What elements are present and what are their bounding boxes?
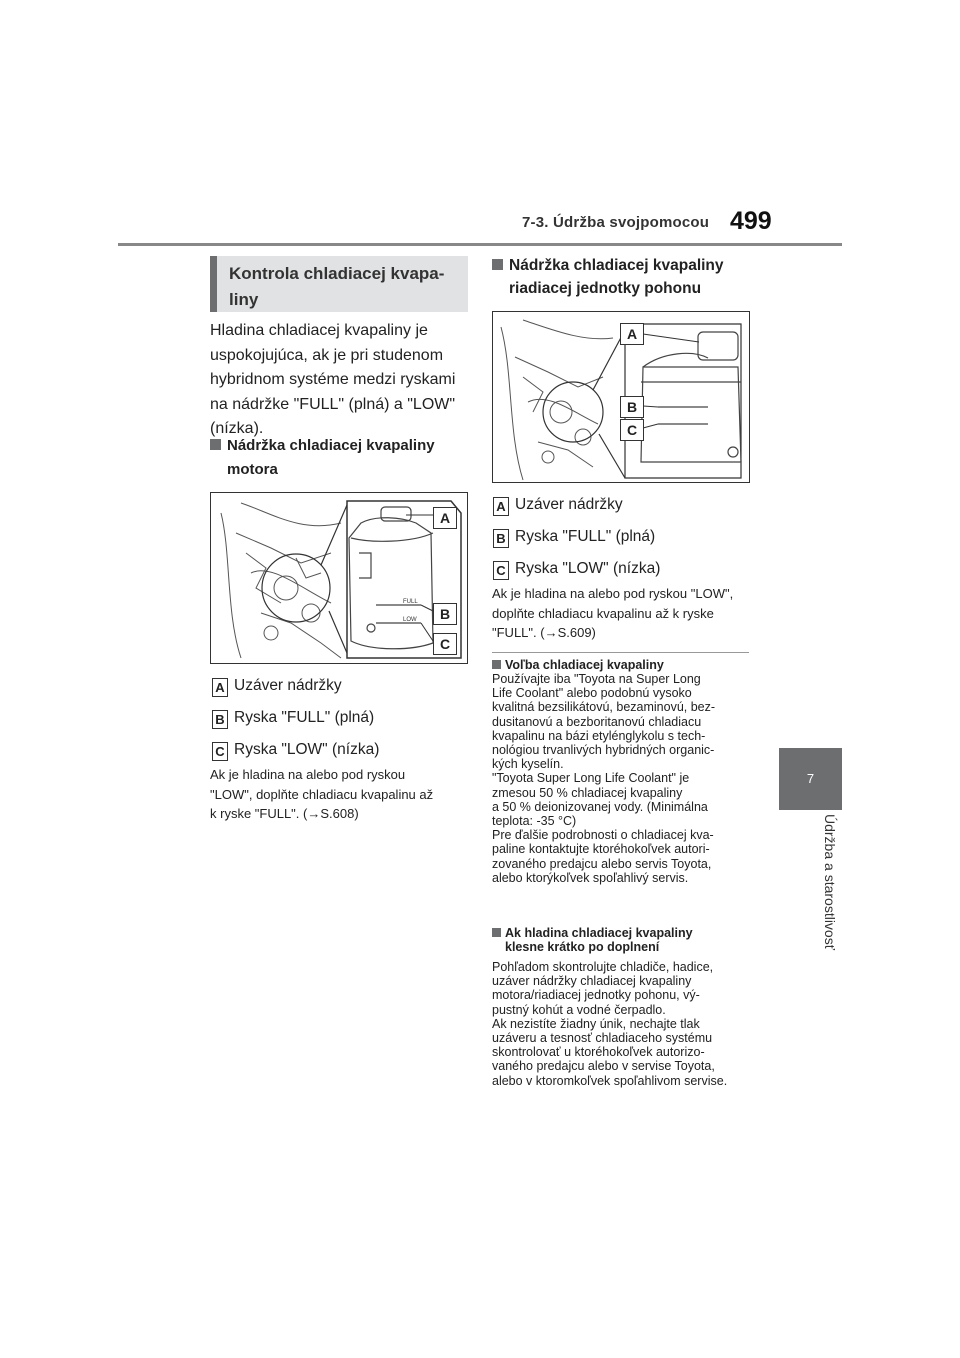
drive-unit-coolant-figure xyxy=(492,311,750,483)
section-divider xyxy=(492,652,749,653)
note-line: doplňte chladiacu kvapalinu až k ryske xyxy=(492,605,714,621)
info-line: teplota: -35 °C) xyxy=(492,814,577,829)
info-line: kých kyselín. xyxy=(492,757,564,772)
section-header: 7-3. Údržba svojpomocou xyxy=(522,214,710,231)
subheading-text: riadiacej jednotky pohonu xyxy=(509,280,702,297)
label-letter: A xyxy=(493,497,509,516)
callout-a: A xyxy=(620,323,644,345)
label-text: Uzáver nádržky xyxy=(515,496,623,513)
info-line: Pre ďalšie podrobnosti o chladiacej kva- xyxy=(492,828,714,843)
label-text: Ryska "LOW" (nízka) xyxy=(515,560,661,577)
info-line: a 50 % deionizovanej vody. (Minimálna xyxy=(492,799,708,814)
intro-line: Hladina chladiacej kvapaliny je xyxy=(210,322,428,339)
info-line: vaného predajcu alebo v servise Toyota, xyxy=(492,1059,715,1074)
bullet-square xyxy=(210,439,221,450)
info-line: kvalitná bezsilikátovú, bezaminovú, bez- xyxy=(492,700,716,715)
intro-line: hybridnom systéme medzi ryskami xyxy=(210,371,456,388)
full-mark: FULL xyxy=(403,599,418,605)
page-number: 499 xyxy=(730,207,772,235)
note-line: k ryske "FULL". (→S.608) xyxy=(210,806,359,821)
info-line: pustný kohút a vodné čerpadlo. xyxy=(492,1002,666,1017)
label-letter: B xyxy=(493,529,509,548)
label-row xyxy=(212,740,379,761)
intro-line: (nízka). xyxy=(210,420,264,437)
label-letter: C xyxy=(212,742,228,761)
chapter-tab-title: Údržba a starostlivosť xyxy=(822,814,838,950)
bullet-square xyxy=(492,660,501,669)
label-row xyxy=(493,495,623,516)
intro-paragraph xyxy=(210,319,472,442)
info-line: zmesou 50 % chladiacej kvapaliny xyxy=(492,785,683,800)
header-rule xyxy=(118,243,842,246)
low-mark: LOW xyxy=(403,617,417,623)
info-title: Voľba chladiacej kvapaliny xyxy=(505,658,664,672)
info-line: uzáver nádržky chladiacej kvapaliny xyxy=(492,974,692,989)
label-letter: A xyxy=(212,678,228,697)
section-title-line: liny xyxy=(229,290,259,309)
label-row xyxy=(212,676,342,697)
engine-coolant-subheading xyxy=(210,434,472,482)
info-body xyxy=(492,672,754,885)
info-line: uzáveru a tesnosť chladiaceho systému xyxy=(492,1031,713,1046)
info-line: motora/riadiacej jednotky pohonu, vý- xyxy=(492,988,700,1003)
info-line: Pohľadom skontrolujte chladiče, hadice, xyxy=(492,960,714,974)
callout-a: A xyxy=(433,507,457,529)
label-letter: C xyxy=(493,561,509,580)
callout-c: C xyxy=(433,633,457,655)
info-line: Life Coolant" alebo podobnú vysoko xyxy=(492,686,692,701)
label-text: Ryska "LOW" (nízka) xyxy=(234,741,380,758)
info-line: kvapalinu na bázi etylénglykolu s tech- xyxy=(492,728,706,743)
note-line: Ak je hladina na alebo pod ryskou "LOW", xyxy=(492,586,734,601)
intro-line: uspokojujúca, ak je pri studenom xyxy=(210,346,444,364)
callout-b: B xyxy=(433,603,457,625)
engine-illustration xyxy=(211,493,467,663)
chapter-tab: 7 xyxy=(779,748,842,810)
label-text: Ryska "FULL" (plná) xyxy=(515,528,656,545)
info-line: alebo ktorýkoľvek spoľahlivý servis. xyxy=(492,870,689,885)
section-title-line: Kontrola chladiacej kvapa- xyxy=(229,264,445,283)
info-title: Ak hladina chladiacej kvapaliny xyxy=(505,926,693,940)
label-letter: B xyxy=(212,710,228,729)
info-line: "Toyota Super Long Life Coolant" je xyxy=(492,771,690,786)
intro-line: na nádržke "FULL" (plná) a "LOW" xyxy=(210,395,456,413)
note-line: "FULL". (→S.609) xyxy=(492,625,596,640)
coolant-selection-info xyxy=(492,658,754,885)
right-note xyxy=(492,584,754,643)
note-line: "LOW", doplňte chladiacu kvapalinu až xyxy=(210,786,434,802)
subheading-text: Nádržka chladiacej kvapaliny xyxy=(509,257,724,274)
info-body xyxy=(492,960,754,1088)
info-title: klesne krátko po doplnení xyxy=(505,940,660,954)
bullet-square xyxy=(492,259,503,270)
label-text: Uzáver nádržky xyxy=(234,677,342,694)
info-line: zovaného predajcu alebo servis Toyota, xyxy=(492,856,712,871)
label-row xyxy=(493,559,660,580)
subheading-text: motora xyxy=(227,461,278,478)
callout-b: B xyxy=(620,396,644,418)
info-line: alebo v ktoromkoľvek spoľahlivom servise. xyxy=(492,1073,728,1088)
info-line: Používajte iba "Toyota na Super Long xyxy=(492,672,701,686)
info-line: Ak nezistíte žiadny únik, nechajte tlak xyxy=(492,1016,700,1031)
bullet-square xyxy=(492,928,501,937)
note-line: Ak je hladina na alebo pod ryskou xyxy=(210,767,406,782)
section-title xyxy=(210,256,468,312)
subheading-text: Nádržka chladiacej kvapaliny xyxy=(227,437,435,454)
info-line: paline kontaktujte ktoréhokoľvek autori- xyxy=(492,842,710,857)
left-note xyxy=(210,765,472,824)
coolant-drop-info xyxy=(492,926,754,1088)
label-text: Ryska "FULL" (plná) xyxy=(234,709,375,726)
drive-unit-coolant-subheading xyxy=(492,254,754,300)
info-line: dusitanovú a bezboritanovú chladiacu xyxy=(492,714,702,729)
label-row xyxy=(212,708,374,729)
engine-coolant-figure xyxy=(210,492,468,664)
info-line: skontrolovať u ktoréhokoľvek autorizo- xyxy=(492,1045,705,1060)
info-line: nológiou trvanlivých hybridných organic- xyxy=(492,743,715,758)
callout-c: C xyxy=(620,419,644,441)
label-row xyxy=(493,527,655,548)
